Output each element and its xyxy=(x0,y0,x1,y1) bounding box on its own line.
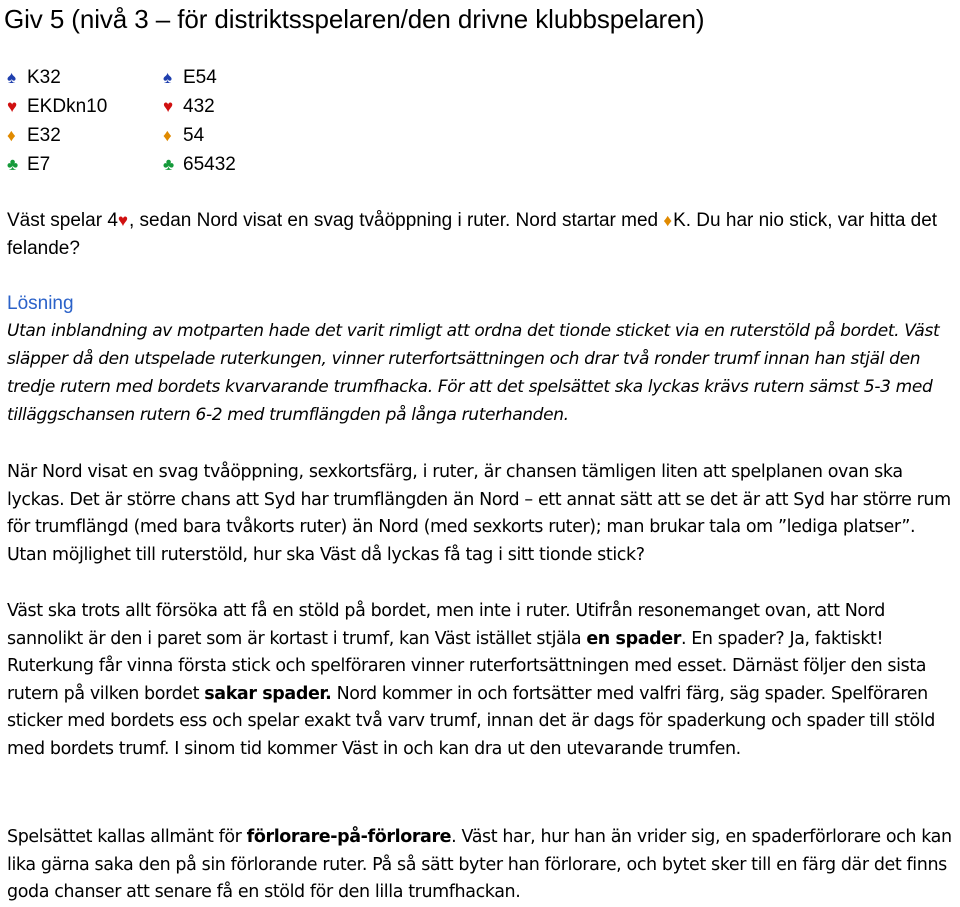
p3-text-a: Spelsättet kallas allmänt för xyxy=(7,827,247,847)
west-diamonds-row xyxy=(7,121,107,150)
intro-part3: K. Du har nio stick, var hitta det felande? xyxy=(7,210,938,259)
east-hearts: 432 xyxy=(183,96,215,117)
west-hearts: EKDkn10 xyxy=(27,96,108,117)
west-spades: K32 xyxy=(27,67,61,88)
body-paragraph-2 xyxy=(7,598,957,763)
p2-text-e: Nord kommer in och fortsätter med valfri färg, säg spader. Spelföraren sticker med bordets ess och spelar exakt två varv trumf, innan det är dags för spaderkung och spader till stöld med bordets trumf. I sinom tid kommer Väst in och kan dra ut den utevarande trumfen. xyxy=(7,683,936,759)
east-clubs-row xyxy=(163,150,236,179)
solution-text xyxy=(7,317,957,429)
east-spades: E54 xyxy=(183,67,217,88)
heart-icon: ♥ xyxy=(117,211,128,230)
east-hearts-row xyxy=(163,92,236,121)
body-paragraph-3 xyxy=(7,824,957,907)
problem-statement xyxy=(7,207,957,263)
solution-paragraph: Utan inblandning av motparten hade det varit rimligt att ordna det tionde sticket via en ruterstöld på bordet. Väst släpper då den utspelade ruterkungen, vinner ruterfortsättningen och drar två ronder trumf innan han stjäl den tredje rutern med bordets kvarvarande trumfhacka. För att det spelsättet ska lyckas krävs rutern sämst 5-3 med tilläggschansen rutern 6-2 med trumflängden på långa ruterhanden. xyxy=(7,321,940,425)
diamond-icon: ♦ xyxy=(7,126,16,145)
spade-icon: ♠ xyxy=(7,68,17,87)
east-clubs: 65432 xyxy=(183,154,236,175)
solution-heading: Lösning xyxy=(7,293,74,314)
page-title: Giv 5 (nivå 3 – för distriktsspelaren/den drivne klubbspelaren) xyxy=(4,4,705,34)
west-clubs-row xyxy=(7,150,107,179)
heart-icon: ♥ xyxy=(7,97,18,116)
intro-part2: , sedan Nord visat en svag tvåöppning i ruter. Nord startar med xyxy=(129,210,664,231)
club-icon: ♣ xyxy=(163,155,175,174)
west-hand xyxy=(7,63,107,179)
heart-icon: ♥ xyxy=(163,97,174,116)
west-hearts-row xyxy=(7,92,107,121)
paragraph-3-text xyxy=(7,824,957,907)
club-icon: ♣ xyxy=(7,155,19,174)
east-diamonds: 54 xyxy=(183,125,205,146)
diamond-icon: ♦ xyxy=(663,211,673,230)
paragraph-2-text xyxy=(7,598,957,763)
p2-text-c: . En spader? Ja, faktiskt! Ruterkung får vinna första stick och spelföraren vinner ruterfortsättningen med esset. Därnäst följer den sista rutern på vilken bordet xyxy=(7,628,927,704)
p2-bold-b: sakar spader. xyxy=(204,683,332,704)
paragraph-1-text: När Nord visat en svag tvåöppning, sexkortsfärg, i ruter, är chansen tämligen liten att spelplanen ovan ska lyckas. Det är större chans att Syd har trumflängden än Nord – ett annat sätt att se det är att Syd har större rum för trumflängd (med bara tvåkorts ruter) än Nord (med sexkorts ruter); man brukar tala om ”lediga platser”. Utan möjlighet till ruterstöld, hur ska Väst då lyckas få tag i sitt tionde stick? xyxy=(7,462,951,565)
east-hand xyxy=(163,63,236,179)
p2-text-a: Väst ska trots allt försöka att få en stöld på bordet, men inte i ruter. Utifrån resonemanget ovan, att Nord sannolikt är den i paret som är kortast i trumf, kan Väst istället stjäla xyxy=(7,601,885,649)
east-diamonds-row xyxy=(163,121,236,150)
p3-text-c: . Väst har, hur han än vrider sig, en spaderförlorare och kan lika gärna saka den på sin förlorande ruter. På så sätt byter han förlorare, och bytet sker till en färg där det finns goda chanser att senare få en stöld för den lilla trumfhackan. xyxy=(7,827,952,902)
west-spades-row xyxy=(7,63,107,92)
p3-bold: förlorare-på-förlorare xyxy=(246,827,452,847)
body-paragraph-1 xyxy=(7,459,957,569)
spade-icon: ♠ xyxy=(163,68,173,87)
diamond-icon: ♦ xyxy=(163,126,172,145)
west-clubs: E7 xyxy=(27,154,51,175)
intro-part1: Väst spelar 4 xyxy=(7,210,118,231)
p2-bold-a: en spader xyxy=(586,628,681,649)
west-diamonds: E32 xyxy=(27,125,61,146)
east-spades-row xyxy=(163,63,236,92)
